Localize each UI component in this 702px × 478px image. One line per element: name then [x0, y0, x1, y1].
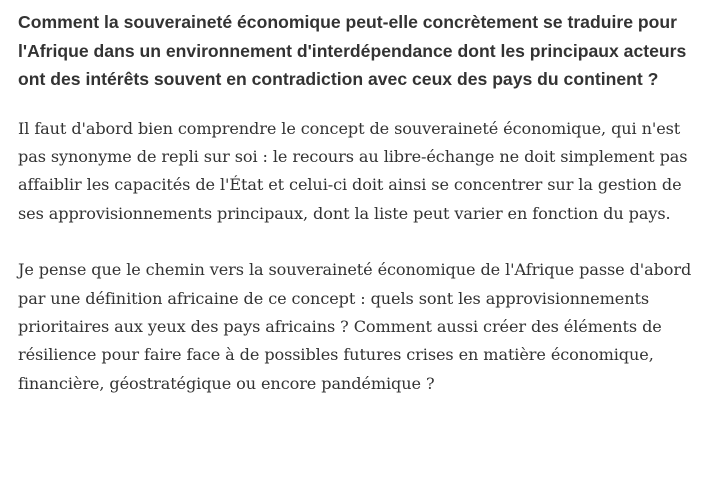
interview-article — [18, 8, 694, 398]
interview-question: Comment la souveraineté économique peut-elle concrètement se traduire pour l'Afrique dans un environnement d'interdépendance dont les principaux acteurs ont des intérêts souvent en contradiction avec ceux des pays du continent ? — [18, 12, 687, 89]
answer-paragraph-2: Je pense que le chemin vers la souveraineté économique de l'Afrique passe d'abord par une définition africaine de ce concept : quels sont les approvisionnements prioritaires aux yeux des pays africains ? Comment aussi créer des éléments de résilience pour faire face à de possibles futures crises en matière économique, financière, géostratégique ou encore pandémique ? — [18, 260, 692, 393]
answer-paragraph-1: Il faut d'abord bien comprendre le concept de souveraineté économique, qui n'est pas synonyme de repli sur soi : le recours au libre-échange ne doit simplement pas affaiblir les capacités de l'État et celui-ci doit ainsi se concentrer sur la gestion de ses approvisionnements principaux, dont la liste peut varier en fonction du pays. — [18, 118, 688, 223]
